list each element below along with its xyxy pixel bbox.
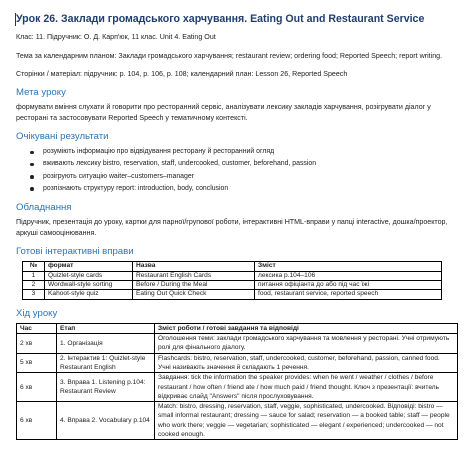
table-header-row bbox=[23, 262, 442, 271]
table-cell: 2 bbox=[23, 281, 45, 290]
equipment-section bbox=[16, 202, 458, 239]
column-header: Етап bbox=[57, 323, 155, 333]
table-cell: 2 хв bbox=[17, 334, 57, 354]
table-cell: 1. Організація bbox=[57, 334, 155, 354]
table-cell: 2. Інтерактив 1: Quizlet-style Restaurant English bbox=[57, 353, 155, 373]
exercises-heading: Готові інтерактивні вправи bbox=[16, 246, 134, 258]
goal-section bbox=[16, 87, 458, 124]
list-item: вживають лексику bistro, reservation, staff, undercooked, customer, beforehand, passion bbox=[30, 158, 458, 170]
table-cell: 3. Вправа 1. Listening p.104: Restaurant Review bbox=[57, 373, 155, 402]
lesson-flow-section bbox=[16, 308, 458, 441]
table-row bbox=[23, 290, 442, 299]
document-title: Урок 26. Заклади громадського харчування. Eating Out and Restaurant Service bbox=[16, 13, 425, 25]
column-header: Назва bbox=[133, 262, 255, 271]
equipment-heading: Обладнання bbox=[16, 202, 72, 214]
outcomes-section bbox=[16, 131, 458, 195]
column-header: Час bbox=[17, 323, 57, 333]
lesson-flow-table bbox=[16, 323, 458, 441]
table-row bbox=[23, 281, 442, 290]
meta-line: Клас: 11. Підручник: О. Д. Карп'юк, 11 клас. Unit 4. Eating Out bbox=[16, 33, 216, 41]
table-cell: Eating Out Quick Check bbox=[133, 290, 255, 299]
lesson-flow-heading: Хід уроку bbox=[16, 307, 58, 319]
table-row bbox=[17, 334, 458, 354]
goal-heading: Мета уроку bbox=[16, 87, 66, 98]
exercises-section bbox=[16, 246, 458, 300]
table-row bbox=[17, 353, 458, 373]
equipment-text: Підручник, презентація до уроку, картки для парної/групової роботи, інтерактивні HTML-вправи у папці interactive, дошка/проектор, аркуші самооцінювання. bbox=[16, 218, 448, 238]
table-cell: 6 хв bbox=[17, 373, 57, 402]
column-header: Зміст bbox=[255, 262, 442, 271]
outcomes-list bbox=[16, 146, 458, 195]
table-cell: food, restaurant service, reported speech bbox=[255, 290, 442, 299]
topic-line: Тема за календарним планом: Заклади громадського харчування; restaurant review; ordering food; Reported Speech; report writing. bbox=[16, 52, 443, 60]
list-item: розуміють інформацію про відвідування ресторану й ресторанний огляд bbox=[30, 146, 458, 158]
table-cell: 1 bbox=[23, 271, 45, 280]
exercises-table bbox=[22, 261, 442, 300]
table-cell: Quizlet-style cards bbox=[45, 271, 133, 280]
table-cell: Завдання: tick the information the speaker provides: when he went / weather / clothes / before restaurant / how often / friend ate / how much paid / friend thought. Ключ з презентації: вчитель відкриває слайд "Answers" після прослуховування. bbox=[155, 373, 458, 402]
outcomes-heading: Очікувані результати bbox=[16, 131, 109, 142]
column-header: формат bbox=[45, 262, 133, 271]
table-row bbox=[17, 402, 458, 440]
table-cell: Оголошення теми: заклади громадського харчування та мовлення у ресторані. Учні отримують ролі для фінального діалогу. bbox=[155, 334, 458, 354]
list-item: розігрують ситуацію waiter–customers–manager bbox=[30, 171, 458, 183]
table-cell: 6 хв bbox=[17, 402, 57, 440]
goal-text: формувати вміння слухати й говорити про ресторанний сервіс, аналізувати лексику закладів харчування, розігрувати діалог у ресторані та застосовувати Reported Speech у тематичному контексті. bbox=[16, 103, 431, 122]
table-row bbox=[17, 373, 458, 402]
column-header: Зміст роботи / готові завдання та відповіді bbox=[155, 323, 458, 333]
column-header: № bbox=[23, 262, 45, 271]
table-cell: Kahoot-style quiz bbox=[45, 290, 133, 299]
table-cell: 3 bbox=[23, 290, 45, 299]
table-cell: Flashcards: bistro, reservation, staff, undercooked, customer, beforehand, passion, canned food. Учні називають значення й складають 1 речення. bbox=[155, 353, 458, 373]
table-cell: 5 хв bbox=[17, 353, 57, 373]
table-header-row bbox=[17, 323, 458, 333]
table-cell: 4. Вправа 2. Vocabulary p.104 bbox=[57, 402, 155, 440]
table-cell: питання офіціанта до або під час їжі bbox=[255, 281, 442, 290]
table-cell: Restaurant English Cards bbox=[133, 271, 255, 280]
list-item: розпізнають структуру report: introduction, body, conclusion bbox=[30, 183, 458, 195]
table-cell: лексика p.104–106 bbox=[255, 271, 442, 280]
table-row bbox=[23, 271, 442, 280]
pages-line: Сторінки / матеріал: підручник: p. 104, p. 106, p. 108; календарний план: Lesson 26, Reported Speech bbox=[16, 70, 348, 78]
table-cell: Match: bistro, dressing, reservation, staff, veggie, sophisticated, undercooked. Відповіді: bistro — small informal restaurant; dressing — sauce for salad; reservation — a booked table; staff — people who work there; veggie — vegetarian; sophisticated — elegant / experienced; undercooked — not cooked enough. bbox=[155, 402, 458, 440]
table-cell: Wordwall-style sorting bbox=[45, 281, 133, 290]
table-cell: Before / During the Meal bbox=[133, 281, 255, 290]
text-cursor bbox=[15, 13, 16, 26]
